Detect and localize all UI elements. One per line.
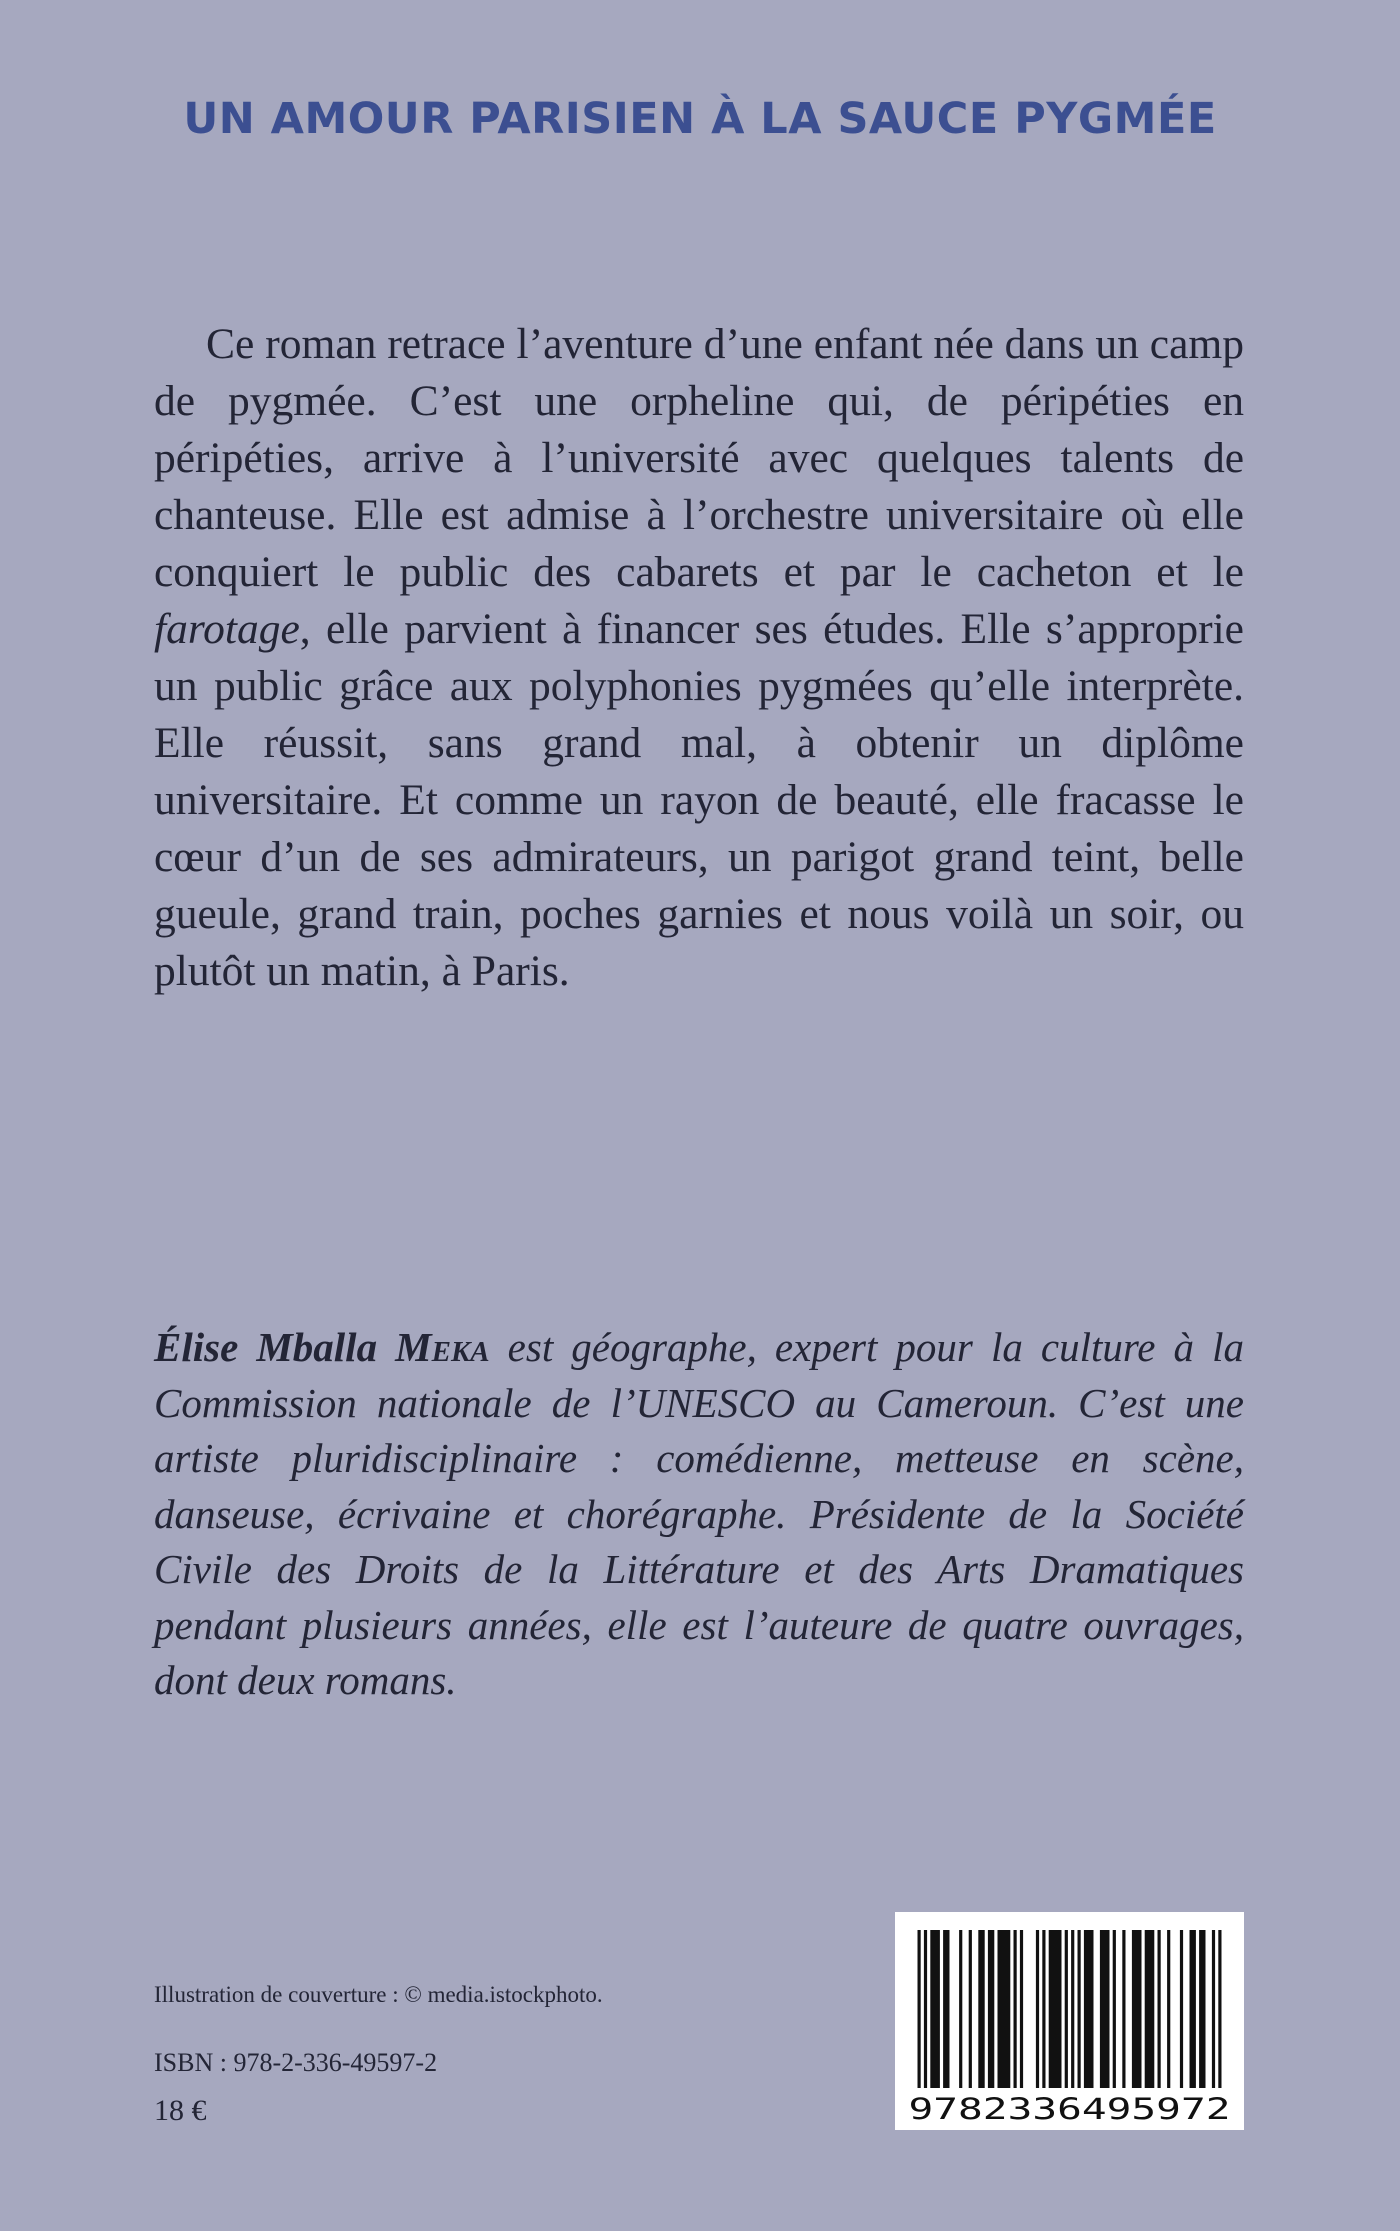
barcode-bar xyxy=(943,1930,949,2088)
author-bio xyxy=(154,1320,1244,1709)
summary-text-end: , elle parvient à financer ses études. Elle s’approprie un public grâce aux polyphonies pygmées qu’elle interprète. Elle réussit, sans grand mal, à obtenir un diplôme universitaire. Et comme un rayon de beauté, elle fracasse le cœur d’un de ses admirateurs, un parigot grand teint, belle gueule, grand train, poches garnies et nous voilà un soir, ou plutôt un matin, à Paris. xyxy=(154,605,1244,995)
book-summary xyxy=(154,316,1244,1000)
barcode-bar xyxy=(969,1930,972,2088)
barcode-bar xyxy=(988,1930,994,2088)
barcode-bar xyxy=(1071,1930,1074,2088)
illustration-credit: Illustration de couverture : © media.istockphoto. xyxy=(154,1982,603,2007)
barcode-bar xyxy=(1036,1930,1039,2088)
author-bio-text: est géographe, expert pour la culture à la Commission nationale de l’UNESCO au Cameroun. C’est une artiste pluridisciplinaire : comédienne, metteuse en scène, danseuse, écrivaine et chorégraphe. Présidente de la Société Civile des Droits de la Littérature et des Arts Dramatiques pendant plusieurs années, elle est l’auteure de quatre ouvrages, dont deux romans. xyxy=(154,1324,1244,1703)
barcode-bar xyxy=(1122,1930,1125,2088)
author-first-name: Élise Mballa xyxy=(154,1324,378,1370)
barcode-bar xyxy=(1145,1930,1155,2088)
barcode-digits: 9782336495972 xyxy=(908,2092,1231,2126)
barcode-bar xyxy=(1014,1930,1017,2088)
barcode-bar xyxy=(1167,1930,1170,2088)
barcode-bar xyxy=(1180,1930,1183,2088)
author-name xyxy=(154,1324,490,1370)
author-last-name: Meka xyxy=(395,1324,490,1370)
barcode-bars xyxy=(918,1930,1222,2088)
barcode-bar xyxy=(978,1930,984,2088)
barcode-bar xyxy=(1218,1930,1221,2088)
barcode-bar xyxy=(959,1930,962,2088)
barcode-bar xyxy=(1078,1930,1081,2088)
barcode-bar xyxy=(1113,1930,1116,2088)
isbn-number: ISBN : 978-2-336-49597-2 xyxy=(154,2048,438,2077)
barcode-bar xyxy=(930,1930,940,2088)
barcode-bar xyxy=(1042,1930,1045,2088)
barcode-bar xyxy=(998,1930,1011,2088)
barcode-bar xyxy=(1100,1930,1110,2088)
barcode-bar xyxy=(1084,1930,1094,2088)
barcode-bar xyxy=(1049,1930,1062,2088)
barcode-bar xyxy=(1212,1930,1215,2088)
barcode-bar xyxy=(1065,1930,1068,2088)
barcode-bar xyxy=(1190,1930,1196,2088)
book-title: UN AMOUR PARISIEN À LA SAUCE PYGMÉE xyxy=(183,94,1217,144)
barcode xyxy=(895,1912,1244,2130)
summary-text-start: Ce roman retrace l’aventure d’une enfant née dans un camp de pygmée. C’est une orpheline qui, de péripéties en péripéties, arrive à l’université avec quelques talents de chanteuse. Elle est admise à l’orchestre universitaire où elle conquiert le public des cabarets et par le cacheton et le xyxy=(154,320,1244,596)
barcode-bar xyxy=(918,1930,921,2088)
summary-italic-term: farotage xyxy=(154,605,300,653)
barcode-bar xyxy=(1199,1930,1205,2088)
barcode-graphic xyxy=(895,1912,1244,2130)
barcode-bar xyxy=(1020,1930,1023,2088)
barcode-bar xyxy=(924,1930,927,2088)
book-price: 18 € xyxy=(154,2094,207,2127)
barcode-bar xyxy=(1158,1930,1161,2088)
barcode-bar xyxy=(1132,1930,1142,2088)
